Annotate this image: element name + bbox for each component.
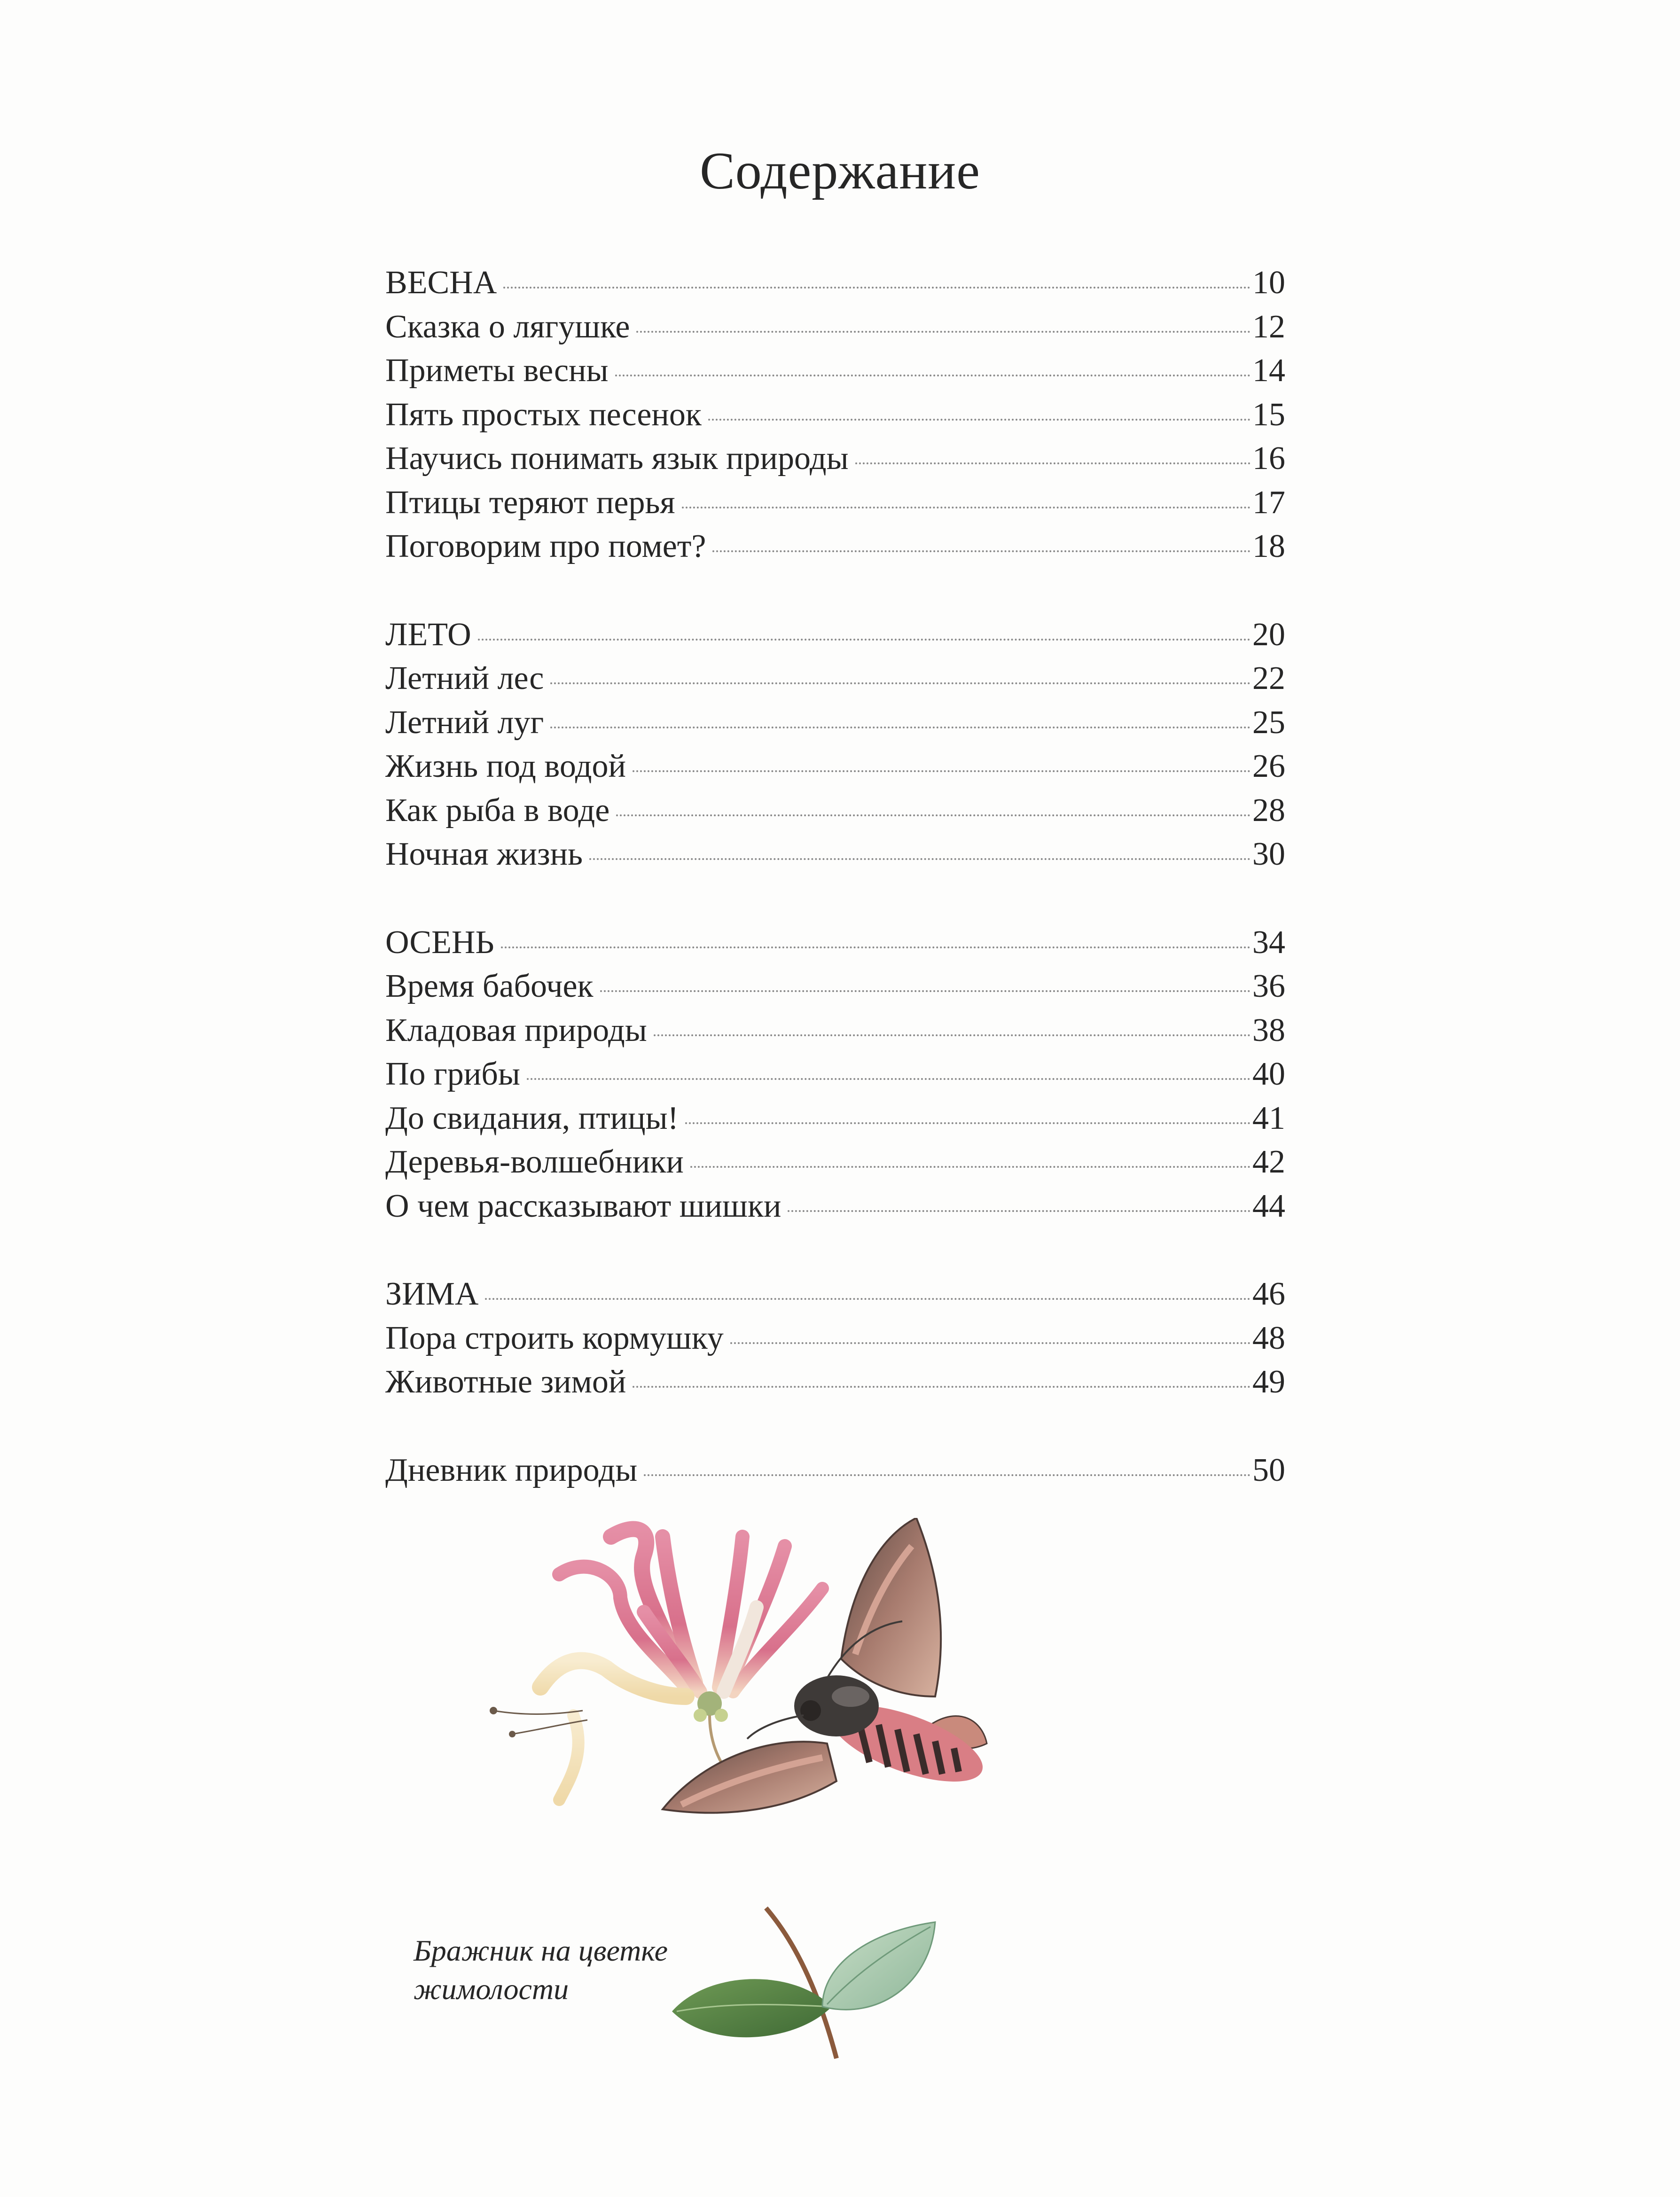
toc-page-number: 22: [1252, 660, 1285, 696]
toc-heading-row[interactable]: [385, 921, 1285, 965]
toc-entry[interactable]: [385, 1316, 1285, 1360]
toc-entry[interactable]: [385, 524, 1285, 569]
dot-leader: [615, 375, 1250, 376]
toc-entry-label: Кладовая природы: [385, 1012, 647, 1048]
toc-page-number: 50: [1252, 1452, 1285, 1488]
toc-page-number: 38: [1252, 1012, 1285, 1048]
dot-leader: [550, 682, 1250, 684]
caption-line-2: жимолости: [414, 1972, 569, 2006]
dot-leader: [690, 1166, 1250, 1168]
toc-page-number: 41: [1252, 1100, 1285, 1136]
dot-leader: [788, 1210, 1250, 1212]
toc-heading-label: Дневник природы: [385, 1452, 638, 1488]
toc-entry[interactable]: [385, 1009, 1285, 1053]
toc-heading-label: ЛЕТО: [385, 616, 471, 653]
dot-leader: [730, 1342, 1250, 1344]
toc-page-number: 14: [1252, 352, 1285, 389]
toc-entry[interactable]: [385, 1096, 1285, 1141]
toc-entry-label: По грибы: [385, 1056, 520, 1092]
toc-page-number: 34: [1252, 924, 1285, 961]
toc-page-number: 49: [1252, 1364, 1285, 1400]
toc-page-number: 28: [1252, 792, 1285, 829]
page-title: Содержание: [700, 142, 980, 200]
toc-page-number: 42: [1252, 1144, 1285, 1180]
toc-section-diary: [385, 1448, 1285, 1493]
toc-page-number: 25: [1252, 704, 1285, 741]
toc-entry-label: Как рыба в воде: [385, 792, 610, 829]
toc-page-number: 15: [1252, 396, 1285, 433]
dot-leader: [478, 639, 1250, 641]
dot-leader: [527, 1078, 1250, 1080]
toc-entry-label: Научись понимать язык природы: [385, 440, 849, 477]
toc-heading-row[interactable]: [385, 613, 1285, 657]
dot-leader: [712, 550, 1250, 552]
toc-entry[interactable]: [385, 305, 1285, 349]
toc-entry[interactable]: [385, 349, 1285, 393]
dot-leader: [589, 858, 1250, 860]
toc-entry-label: Время бабочек: [385, 968, 594, 1004]
toc-entry-label: Поговорим про помет?: [385, 528, 706, 564]
toc-entry[interactable]: [385, 701, 1285, 745]
toc-heading-row[interactable]: [385, 1448, 1285, 1493]
toc-page-number: 44: [1252, 1188, 1285, 1224]
toc-entry-label: Жизнь под водой: [385, 748, 626, 784]
toc-entry-label: Пора строить кормушку: [385, 1320, 724, 1356]
toc-entry-label: Пять простых песенок: [385, 396, 702, 433]
toc-page-number: 20: [1252, 616, 1285, 653]
toc-heading-row[interactable]: [385, 1272, 1285, 1316]
toc-section-winter: [385, 1272, 1285, 1404]
toc-entry[interactable]: [385, 437, 1285, 481]
dot-leader: [708, 419, 1250, 421]
toc-heading-label: ОСЕНЬ: [385, 924, 494, 961]
illustration-caption: [414, 1931, 714, 2009]
toc-page-number: 48: [1252, 1320, 1285, 1356]
dot-leader: [633, 770, 1250, 772]
toc-entry-label: До свидания, птицы!: [385, 1100, 679, 1136]
toc-entry-label: Птицы теряют перья: [385, 484, 675, 521]
toc-heading-row[interactable]: [385, 261, 1285, 305]
dot-leader: [682, 507, 1250, 508]
toc-entry-label: Летний луг: [385, 704, 544, 741]
dot-leader: [636, 331, 1250, 333]
dot-leader: [485, 1298, 1250, 1300]
dot-leader: [503, 287, 1250, 289]
toc-entry[interactable]: [385, 1184, 1285, 1228]
toc-entry[interactable]: [385, 1052, 1285, 1096]
toc-page-number: 26: [1252, 748, 1285, 784]
toc-entry[interactable]: [385, 964, 1285, 1009]
toc-entry[interactable]: [385, 657, 1285, 701]
dot-leader: [654, 1034, 1250, 1036]
dot-leader: [550, 727, 1250, 728]
toc-section-autumn: [385, 921, 1285, 1228]
toc-heading-label: ЗИМА: [385, 1276, 479, 1312]
toc-entry[interactable]: [385, 744, 1285, 789]
dot-leader: [633, 1386, 1250, 1388]
toc-entry-label: Ночная жизнь: [385, 836, 583, 872]
table-of-contents: [385, 261, 1285, 1536]
toc-heading-label: ВЕСНА: [385, 265, 497, 301]
toc-entry-label: Летний лес: [385, 660, 544, 696]
toc-page-number: 46: [1252, 1276, 1285, 1312]
dot-leader: [600, 990, 1250, 992]
toc-entry[interactable]: [385, 1140, 1285, 1184]
toc-page-number: 18: [1252, 528, 1285, 564]
toc-page-number: 10: [1252, 265, 1285, 301]
toc-entry[interactable]: [385, 481, 1285, 525]
toc-page-number: 36: [1252, 968, 1285, 1004]
toc-section-spring: [385, 261, 1285, 569]
toc-entry[interactable]: [385, 832, 1285, 876]
toc-entry[interactable]: [385, 1360, 1285, 1404]
toc-page-number: 17: [1252, 484, 1285, 521]
caption-line-1: Бражник на цветке: [414, 1934, 668, 1967]
toc-page-number: 16: [1252, 440, 1285, 477]
toc-entry-label: Деревья-волшебники: [385, 1144, 684, 1180]
toc-entry-label: Сказка о лягушке: [385, 308, 630, 345]
toc-entry-label: О чем рассказывают шишки: [385, 1188, 781, 1224]
dot-leader: [644, 1474, 1250, 1476]
dot-leader: [855, 462, 1250, 464]
toc-page-number: 12: [1252, 308, 1285, 345]
toc-section-summer: [385, 613, 1285, 876]
toc-page-number: 30: [1252, 836, 1285, 872]
dot-leader: [616, 814, 1250, 816]
toc-entry[interactable]: [385, 393, 1285, 437]
toc-page-number: 40: [1252, 1056, 1285, 1092]
toc-entry-label: Приметы весны: [385, 352, 609, 389]
toc-entry[interactable]: [385, 789, 1285, 833]
dot-leader: [501, 946, 1250, 948]
dot-leader: [685, 1122, 1250, 1124]
toc-entry-label: Животные зимой: [385, 1364, 626, 1400]
